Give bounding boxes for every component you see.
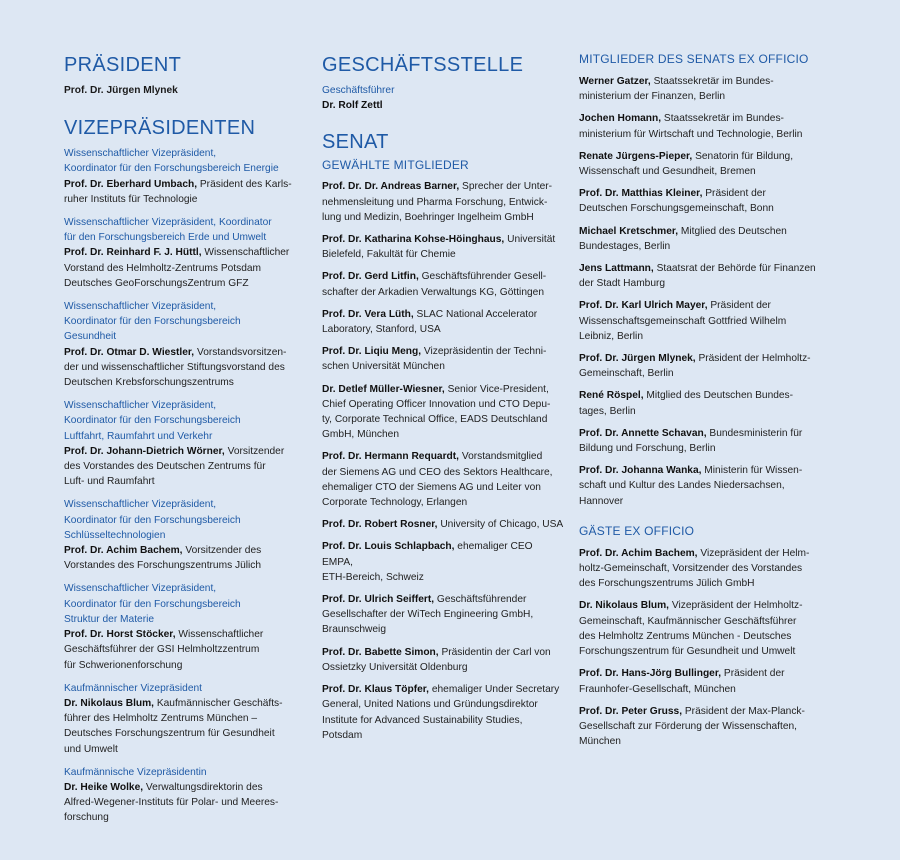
entry-role-line: Wissenschaftlicher Vizepräsident,	[64, 583, 217, 595]
entry-description: Präsident der	[721, 668, 785, 680]
entry-name: Dr. Nikolaus Blum,	[64, 697, 155, 709]
entry-description-line: ministerium für Wirtschaft und Technologie, Berlin	[579, 128, 803, 140]
entry-name: René Röspel,	[579, 390, 644, 402]
entry-description: SLAC National Accelerator	[413, 308, 538, 320]
entry-description: Senatorin für Bildung,	[692, 150, 794, 162]
entry-description-line: der und wissenschaftlicher Stiftungsvorstand des	[64, 361, 285, 373]
entry-description-line: ETH-Bereich, Schweiz	[322, 571, 424, 583]
entry-description-line: Gemeinschaft, Kaufmännischer Geschäftsführer	[579, 615, 797, 627]
vizepraesidenten-heading: VIZEPRÄSIDENTEN	[64, 117, 256, 140]
entry-role-line: für den Forschungsbereich Erde und Umwelt	[64, 232, 267, 244]
ex-officio-member-entry	[579, 426, 829, 456]
entry-description-line: Ossietzky Universität Oldenburg	[322, 661, 468, 673]
entry-description: Bundesministerin für	[706, 427, 803, 439]
entry-description-line: Deutschen Forschungsgemeinschaft, Bonn	[579, 203, 774, 215]
ex-officio-heading: MITGLIEDER DES SENATS EX OFFICIO	[579, 52, 809, 66]
entry-description: Staatssekretär im Bundes-	[661, 113, 784, 125]
entry-description: Präsident des Karls-	[197, 178, 292, 190]
vizepraesident-entry	[64, 497, 302, 573]
entry-description: Verwaltungsdirektorin des	[143, 781, 263, 793]
entry-role-line: Struktur der Materie	[64, 613, 155, 625]
entry-name: Prof. Dr. Achim Bachem,	[64, 545, 183, 557]
entry-role-line: Wissenschaftlicher Vizepräsident,	[64, 499, 217, 511]
entry-role-line: Koordinator für den Forschungsbereich	[64, 514, 241, 526]
entry-role-line: Gesundheit	[64, 331, 117, 343]
entry-description: Vorsitzender des	[182, 545, 262, 557]
entry-description-line: ministerium der Finanzen, Berlin	[579, 91, 726, 103]
entry-description-line: tages, Berlin	[579, 405, 636, 417]
entry-role-line: Wissenschaftlicher Vizepräsident,	[64, 148, 217, 160]
entry-name: Prof. Dr. Peter Gruss,	[579, 705, 683, 717]
column-middle	[322, 52, 566, 743]
ex-officio-member-entry	[579, 388, 829, 418]
entry-description-line: Laboratory, Stanford, USA	[322, 324, 441, 336]
entry-name: Renate Jürgens-Pieper,	[579, 150, 693, 162]
entry-description: Senior Vice-President,	[444, 383, 549, 395]
entry-name: Prof. Dr. Hermann Requardt,	[322, 451, 459, 463]
entry-role-line: Kaufmännischer Vizepräsident	[64, 682, 202, 694]
entry-role-line: Wissenschaftlicher Vizepräsident,	[64, 301, 217, 313]
entry-description-line: ruher Instituts für Technologie	[64, 193, 198, 205]
senat-member-entry	[322, 449, 566, 510]
entry-description-line: Deutsches Forschungszentrum für Gesundheit	[64, 728, 275, 740]
geschaeftsstelle-role: Geschäftsführer	[322, 85, 395, 96]
ex-officio-member-entry	[579, 224, 829, 254]
entry-description-line: Fraunhofer-Gesellschaft, München	[579, 683, 736, 695]
vizepraesident-entry	[64, 581, 302, 672]
entry-description: Mitglied des Deutschen	[678, 225, 787, 237]
vizepraesident-entry	[64, 299, 302, 390]
entry-name: Prof. Dr. Eberhard Umbach,	[64, 178, 198, 190]
entry-name: Prof. Dr. Klaus Töpfer,	[322, 684, 429, 696]
entry-description-line: Bundestages, Berlin	[579, 240, 671, 252]
entry-description-line: schafter der Arkadien Verwaltungs KG, Göttingen	[322, 286, 544, 298]
entry-description-line: Institute for Advanced Sustainability Studies,	[322, 714, 523, 726]
geschaeftsstelle-name: Dr. Rolf Zettl	[322, 100, 383, 112]
ex-officio-member-entry	[579, 186, 829, 216]
entry-description-line: holtz-Gemeinschaft, Vorsitzender des Vorstandes	[579, 563, 803, 575]
geschaeftsstelle-heading: GESCHÄFTSSTELLE	[322, 54, 524, 76]
vizepraesident-entry	[64, 398, 302, 489]
entry-description-line: Corporate Technology, Erlangen	[322, 497, 468, 509]
entry-role-line: Kaufmännische Vizepräsidentin	[64, 766, 207, 778]
entry-description-line: der Stadt Hamburg	[579, 278, 666, 290]
entry-description-line: Bildung und Forschung, Berlin	[579, 443, 716, 455]
entry-description-line: des Helmholtz Zentrums München - Deutsches	[579, 630, 792, 642]
vizepraesident-entry	[64, 215, 302, 291]
vizepraesidenten-list	[64, 146, 302, 825]
senat-member-entry	[322, 645, 566, 675]
entry-description: Vorstandsvorsitzen-	[194, 346, 287, 358]
entry-description-line: für Schwerionenforschung	[64, 659, 183, 671]
entry-description-line: Luft- und Raumfahrt	[64, 476, 155, 488]
entry-role-line: Luftfahrt, Raumfahrt und Verkehr	[64, 430, 213, 442]
vizepraesident-entry	[64, 765, 302, 826]
entry-description-line: Vorstandes des Forschungszentrums Jülich	[64, 560, 262, 572]
column-left	[64, 52, 302, 826]
entry-description-line: Chief Operating Officer Innovation und CTO Depu-	[322, 398, 551, 410]
entry-description-line: Wissenschaft und Gesundheit, Bremen	[579, 166, 756, 178]
entry-role-line: Koordinator für den Forschungsbereich	[64, 598, 241, 610]
entry-name: Prof. Dr. Horst Stöcker,	[64, 629, 176, 641]
senat-member-entry	[322, 382, 566, 443]
vizepraesident-entry	[64, 681, 302, 757]
entry-name: Prof. Dr. Vera Lüth,	[322, 308, 414, 320]
entry-description: Universität	[504, 234, 556, 246]
entry-description: Vizepräsidentin der Techni-	[421, 346, 547, 358]
entry-name: Prof. Dr. Reinhard F. J. Hüttl,	[64, 247, 202, 259]
gaeste-heading: GÄSTE EX OFFICIO	[579, 523, 695, 538]
senat-member-entry	[322, 517, 566, 532]
senat-heading: SENAT	[322, 131, 389, 154]
entry-description-line: General, United Nations und Gründungsdirektor	[322, 699, 538, 711]
entry-name: Werner Gatzer,	[579, 76, 651, 87]
entry-role-line: Koordinator für den Forschungsbereich	[64, 316, 241, 328]
entry-name: Prof. Dr. Otmar D. Wiestler,	[64, 346, 195, 358]
entry-description-line: schaft und Kultur des Landes Niedersachsen,	[579, 480, 785, 492]
ex-officio-member-entry	[579, 463, 829, 509]
entry-description: Vizepräsident der Helm-	[697, 547, 810, 559]
entry-description-line: GmbH, München	[322, 429, 400, 441]
entry-description-line: Forschungszentrum für Gesundheit und Umwelt	[579, 646, 796, 658]
entry-description: Sprecher der Unter-	[459, 181, 553, 193]
entry-name: Prof. Dr. Liqiu Meng,	[322, 346, 422, 358]
entry-name: Prof. Dr. Katharina Kohse-Höinghaus,	[322, 234, 505, 246]
entry-description-line: der Siemens AG und CEO des Sektors Healthcare,	[322, 466, 553, 478]
entry-role-line: Wissenschaftlicher Vizepräsident,	[64, 400, 217, 412]
entry-description-line: Gemeinschaft, Berlin	[579, 368, 674, 380]
senat-list	[322, 179, 566, 743]
entry-name: Prof. Dr. Jürgen Mlynek,	[579, 353, 696, 365]
entry-description-line: Potsdam	[322, 729, 363, 741]
entry-name: Prof. Dr. Karl Ulrich Mayer,	[579, 300, 708, 312]
entry-description-line: Braunschweig	[322, 624, 386, 636]
entry-description-line: schen Universität München	[322, 361, 445, 373]
entry-description-line: Leibniz, Berlin	[579, 330, 643, 342]
entry-description-line: Gesellschaft zur Förderung der Wissenschaften,	[579, 720, 797, 732]
entry-description: Vizepräsident der Helmholtz-	[669, 600, 803, 612]
entry-description: Wissenschaftlicher	[175, 629, 264, 641]
entry-description: ehemaliger CEO EMPA,	[322, 541, 533, 568]
entry-description-line: Alfred-Wegener-Instituts für Polar- und Meeres-	[64, 797, 279, 809]
entry-description: Kaufmännischer Geschäfts-	[154, 697, 283, 709]
entry-description-line: führer des Helmholtz Zentrums München –	[64, 713, 258, 725]
entry-description-line: Bielefeld, Fakultät für Chemie	[322, 249, 456, 261]
senat-member-entry	[322, 682, 566, 743]
entry-description-line: lung und Medizin, Boehringer Ingelheim GmbH	[322, 211, 534, 223]
senat-member-entry	[322, 232, 566, 262]
entry-name: Prof. Dr. Ulrich Seiffert,	[322, 594, 435, 606]
entry-description: Wissenschaftlicher	[201, 247, 290, 259]
entry-description: Vorsitzender	[224, 445, 285, 457]
entry-description-line: ehemaliger CTO der Siemens AG und Leiter von	[322, 481, 541, 493]
entry-description-line: Gesellschafter der WiTech Engineering GmbH,	[322, 609, 534, 621]
ex-officio-member-entry	[579, 149, 829, 179]
entry-description-line: nehmensleitung und Pharma Forschung, Entwick-	[322, 196, 548, 208]
ex-officio-member-entry	[579, 74, 829, 104]
entry-name: Dr. Detlef Müller-Wiesner,	[322, 383, 445, 395]
entry-name: Prof. Dr. Achim Bachem,	[579, 547, 698, 559]
senat-member-entry	[322, 179, 566, 225]
entry-name: Prof. Dr. Johanna Wanka,	[579, 465, 702, 477]
entry-description: Präsident der Max-Planck-	[682, 705, 805, 717]
entry-name: Dr. Nikolaus Blum,	[579, 600, 670, 612]
entry-name: Prof. Dr. Hans-Jörg Bullinger,	[579, 668, 722, 680]
gast-entry	[579, 598, 829, 659]
entry-description: Ministerin für Wissen-	[701, 465, 803, 477]
entry-name: Prof. Dr. Johann-Dietrich Wörner,	[64, 445, 225, 457]
senat-member-entry	[322, 539, 566, 585]
column-right	[579, 52, 829, 749]
entry-role-line: Wissenschaftlicher Vizepräsident, Koordinator	[64, 217, 272, 229]
entry-name: Jens Lattmann,	[579, 263, 654, 275]
ex-officio-list	[579, 74, 829, 509]
entry-description: Mitglied des Deutschen Bundes-	[643, 390, 794, 402]
entry-description-line: Deutschen Krebsforschungszentrums	[64, 377, 234, 389]
entry-description: Geschäftsführender Gesell-	[418, 271, 547, 283]
entry-description-line: und Umwelt	[64, 743, 118, 755]
entry-description-line: München	[579, 736, 621, 748]
entry-description: Präsident der Helmholtz-	[695, 353, 811, 365]
entry-description: Geschäftsführender	[434, 594, 527, 606]
entry-role-line: Koordinator für den Forschungsbereich Energie	[64, 163, 279, 175]
entry-description-line: Deutsches GeoForschungsZentrum GFZ	[64, 277, 249, 289]
gast-entry	[579, 546, 829, 592]
entry-name: Prof. Dr. Annette Schavan,	[579, 427, 707, 439]
entry-name: Prof. Dr. Matthias Kleiner,	[579, 188, 703, 200]
senat-member-entry	[322, 344, 566, 374]
entry-name: Prof. Dr. Babette Simon,	[322, 646, 439, 658]
entry-name: Prof. Dr. Louis Schlapbach,	[322, 541, 455, 553]
entry-description-line: des Forschungszentrums Jülich GmbH	[579, 578, 755, 590]
entry-description: Präsident der	[702, 188, 766, 200]
entry-description: Staatssekretär im Bundes-	[650, 76, 774, 87]
praesident-name: Prof. Dr. Jürgen Mlynek	[64, 85, 178, 96]
entry-role-line: Schlüsseltechnologien	[64, 529, 166, 541]
entry-description: Präsidentin der Carl von	[438, 646, 551, 658]
entry-name: Prof. Dr. Robert Rosner,	[322, 519, 438, 531]
entry-description-line: Geschäftsführer der GSI Helmholtzzentrum	[64, 644, 260, 656]
entry-name: Michael Kretschmer,	[579, 225, 679, 237]
entry-description-line: ty, Corporate Technical Office, EADS Deutschland	[322, 414, 548, 426]
entry-role-line: Koordinator für den Forschungsbereich	[64, 415, 241, 427]
ex-officio-member-entry	[579, 298, 829, 344]
entry-description: ehemaliger Under Secretary	[429, 684, 560, 696]
gaeste-list	[579, 546, 829, 749]
geschaeftsstelle-entry	[322, 83, 566, 113]
senat-member-entry	[322, 592, 566, 638]
vizepraesident-entry	[64, 146, 302, 207]
ex-officio-member-entry	[579, 261, 829, 291]
gast-entry	[579, 666, 829, 696]
ex-officio-member-entry	[579, 351, 829, 381]
entry-description: Vorstandsmitglied	[459, 451, 543, 463]
entry-description: Präsident der	[707, 300, 771, 312]
senat-member-entry	[322, 269, 566, 299]
entry-description: University of Chicago, USA	[437, 519, 564, 531]
senat-subheading: GEWÄHLTE MITGLIEDER	[322, 158, 469, 173]
entry-description-line: Hannover	[579, 495, 624, 507]
entry-name: Prof. Dr. Gerd Litfin,	[322, 271, 419, 283]
entry-name: Jochen Homann,	[579, 113, 662, 125]
entry-description-line: forschung	[64, 812, 109, 824]
senat-member-entry	[322, 307, 566, 337]
entry-description-line: des Vorstandes des Deutschen Zentrums für	[64, 461, 266, 473]
gast-entry	[579, 704, 829, 750]
praesident-heading: PRÄSIDENT	[64, 54, 182, 76]
entry-description: Staatsrat der Behörde für Finanzen	[653, 263, 816, 275]
ex-officio-member-entry	[579, 111, 829, 141]
entry-description-line: Vorstand des Helmholtz-Zentrums Potsdam	[64, 262, 262, 274]
entry-description-line: Wissenschaftsgemeinschaft Gottfried Wilhelm	[579, 315, 787, 327]
entry-name: Dr. Heike Wolke,	[64, 781, 144, 793]
entry-name: Prof. Dr. Dr. Andreas Barner,	[322, 181, 460, 193]
